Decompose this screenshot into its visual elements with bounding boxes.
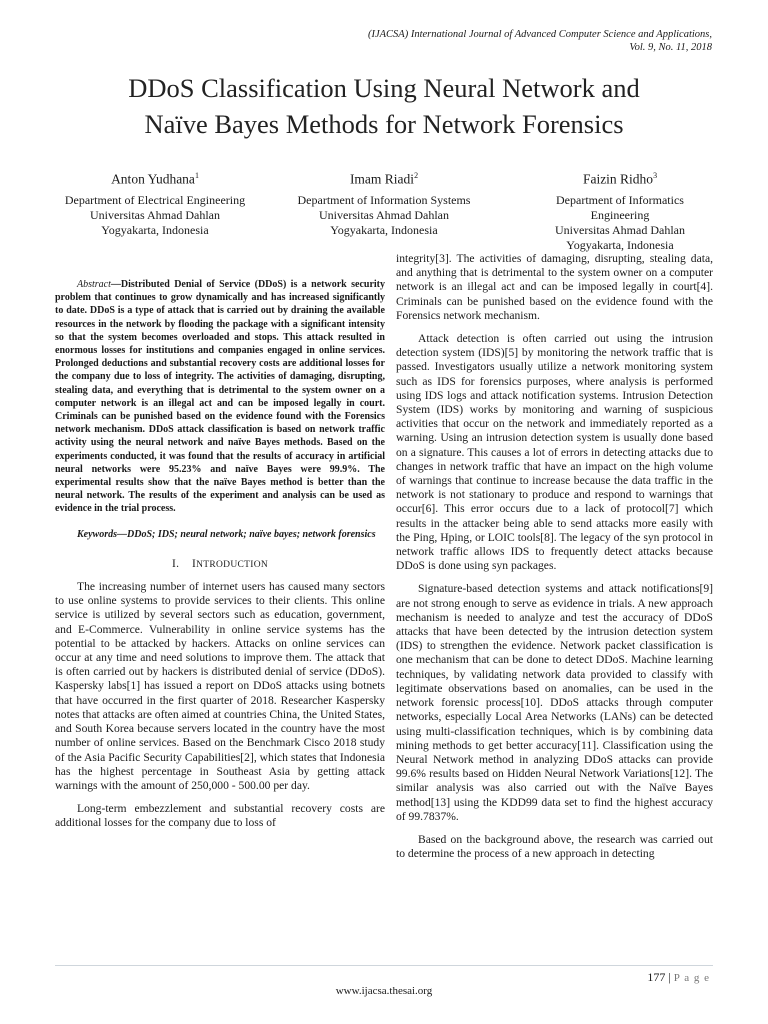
author-3-affil-3: Universitas Ahmad Dahlan	[555, 222, 685, 237]
paragraph: Attack detection is often carried out using the intrusion detection system (IDS)[5] by monitoring the network traffic that is passed. Investigators usually utilize a network monitoring system such as IDS for forensics purposes, where analysis is performed using IDS logs and attack notification systems. Intrusion Detection System (IDS) works by monitoring and warning of suspicious activities that occur on the network and immediately reported as a warning. Using an intrusion detection system is usually done based on a signature. This causes a lot of errors in detecting attacks due to changes in network traffic that have an impact on the high volume of warnings that continue to increase because the data traffic in the network is not stationary to produce and respond to warnings that occur[6]. This error occurs due to a lack of protocol[7] which results in the attacker being able to send attacks more easily with the Ping, Hping, or LOIC tools[8]. The legacy of the syn protocol in network traffic allows IDS to frequently detect attacks because DDoS is done using syn packages.	[396, 332, 713, 573]
page-number	[647, 970, 710, 985]
author-2-affil-3: Yogyakarta, Indonesia	[330, 222, 438, 237]
author-3-sup: 3	[653, 171, 658, 180]
page-word: P a g e	[673, 972, 710, 984]
paper-title-line2: Naïve Bayes Methods for Network Forensics	[144, 109, 624, 139]
author-3-affil-1: Department of Informatics	[556, 192, 684, 207]
paragraph: Signature-based detection systems and attack notifications[9] are not strong enough to serve as evidence in trials. A new approach mechanism is needed to analyze and test the accuracy of DDoS attacks that have been detected by the intrusion detection system (IDS) to strengthen the evidence. Network packet classification is one mechanism that can be done to detect DDoS. Machine learning techniques, by validating network data provided to classify with legitimate observations based on anomalies, can be used in the network forensic process[10]. DDoS attacks through computer networks, especially Local Area Networks (LANs) can be detected using multi-classification techniques, which is by combining data mining methods to get better accuracy[11]. Classification using the Neural Network method in analyzing DDoS attacks can provide 99.6% results based on Hidden Neural Network Variations[12]. The similar analysis was also carried out with the Naïve Bayes method[13] using the KDD99 data set to find the highest accuracy of 99.7837%.	[396, 582, 713, 823]
journal-header	[152, 28, 712, 54]
journal-header-line2: Vol. 9, No. 11, 2018	[629, 42, 712, 53]
author-block	[0, 168, 768, 258]
page-number-value: 177	[647, 970, 666, 984]
paragraph: Based on the background above, the research was carried out to determine the process of a new approach in detecting	[396, 832, 713, 861]
author-3-affil-2: Engineering	[590, 207, 650, 222]
author-2-affil-2: Universitas Ahmad Dahlan	[319, 207, 449, 222]
author-2	[279, 168, 489, 238]
footer-divider	[55, 965, 713, 966]
author-1-name: Anton Yudhana	[111, 171, 195, 187]
author-1-affil-1: Department of Electrical Engineering	[64, 192, 246, 207]
keywords: Keywords—DDoS; IDS; neural network; naïve bayes; network forensics	[77, 528, 376, 540]
section-title-first: I	[191, 557, 197, 570]
section-title-rest: NTRODUCTION	[196, 559, 269, 570]
abstract-text: —Distributed Denial of Service (DDoS) is a network security problem that continues to grow dynamically and has increased significantly to date. DDoS is a type of attack that is carried out by draining the available resources in the network by flooding the package with a significant intensity so that the system becomes overloaded and stops. This attack resulted in enormous losses for institutions and companies engaged in online services. Prolonged deductions and substantial recovery costs are additional losses for the company due to loss of integrity. The activities of damaging, disrupting, stealing data, and everything that is detrimental to the system owner on a computer network is an illegal act and can be imposed legally in court. Criminals can be punished based on the evidence found with the Forensics network mechanism. DDoS attack classification is based on network traffic activity using the neural network and naïve Bayes methods. Based on the experiments conducted, it was found that the results of accuracy in artificial neural networks were 95.23% and naïve Bayes were 99.9%. The experimental results show that the naïve Bayes method is better than the neural network. The results of the experiment and analysis can be used as evidence in the trial process.	[55, 279, 385, 515]
author-1	[55, 168, 255, 238]
page-number-separator: |	[665, 970, 674, 984]
author-1-affil-3: Yogyakarta, Indonesia	[101, 222, 209, 237]
paragraph: integrity[3]. The activities of damaging, disrupting, stealing data, and anything that is detrimental to the system owner on a computer network is an illegal act and can be imposed legally in court[4]. Criminals can be punished based on the evidence found with the Forensics network mechanism.	[396, 252, 713, 322]
journal-website: www.ijacsa.thesai.org	[335, 985, 433, 997]
author-1-affil-2: Universitas Ahmad Dahlan	[90, 207, 220, 222]
right-column	[396, 252, 713, 870]
author-1-sup: 1	[194, 171, 199, 180]
paragraph: Long-term embezzlement and substantial recovery costs are additional losses for the company due to loss of	[55, 802, 385, 830]
author-3-affil-4: Yogyakarta, Indonesia	[566, 237, 674, 252]
author-2-affil-1: Department of Information Systems	[297, 192, 471, 207]
paper-title	[40, 70, 728, 142]
author-3	[525, 168, 715, 253]
paragraph: The increasing number of internet users has caused many sectors to use online systems to provide services to their clients. This online service is utilized by several sectors such as education, government, and E-Commerce. Vulnerability in online service systems has the potential to be attacked by hackers. Attacks on online services can occur at any time and need solutions to improve them. The attack that is often carried out by hackers is distributed denial of service (DDoS). Kaspersky labs[1] has issued a report on DDoS attacks using botnets that have occurred in the first quarter of 2018. Researcher Kaspersky notes that attacks are often aimed at countries China, the United States, and South Korea because servers located in the country have the most number of online services. Based on the Benchmark Cisco 2018 study of the Asia Pacific Security Capabilities[2], which states that Indonesia has the highest percentage in Southeast Asia by getting attack warnings with the amount of 250,000 - 500.00 per day.	[55, 580, 385, 792]
paper-title-line1: DDoS Classification Using Neural Network and	[128, 73, 640, 103]
author-3-name: Faizin Ridho	[582, 171, 654, 187]
abstract	[55, 278, 385, 516]
author-2-name: Imam Riadi	[349, 171, 415, 187]
section-number: I.	[171, 557, 180, 570]
journal-header-line1: (IJACSA) International Journal of Advanced Computer Science and Applications,	[367, 29, 712, 40]
author-2-sup: 2	[414, 171, 419, 180]
section-heading	[55, 557, 385, 572]
abstract-label: Abstract	[77, 279, 111, 290]
left-column	[55, 252, 385, 840]
